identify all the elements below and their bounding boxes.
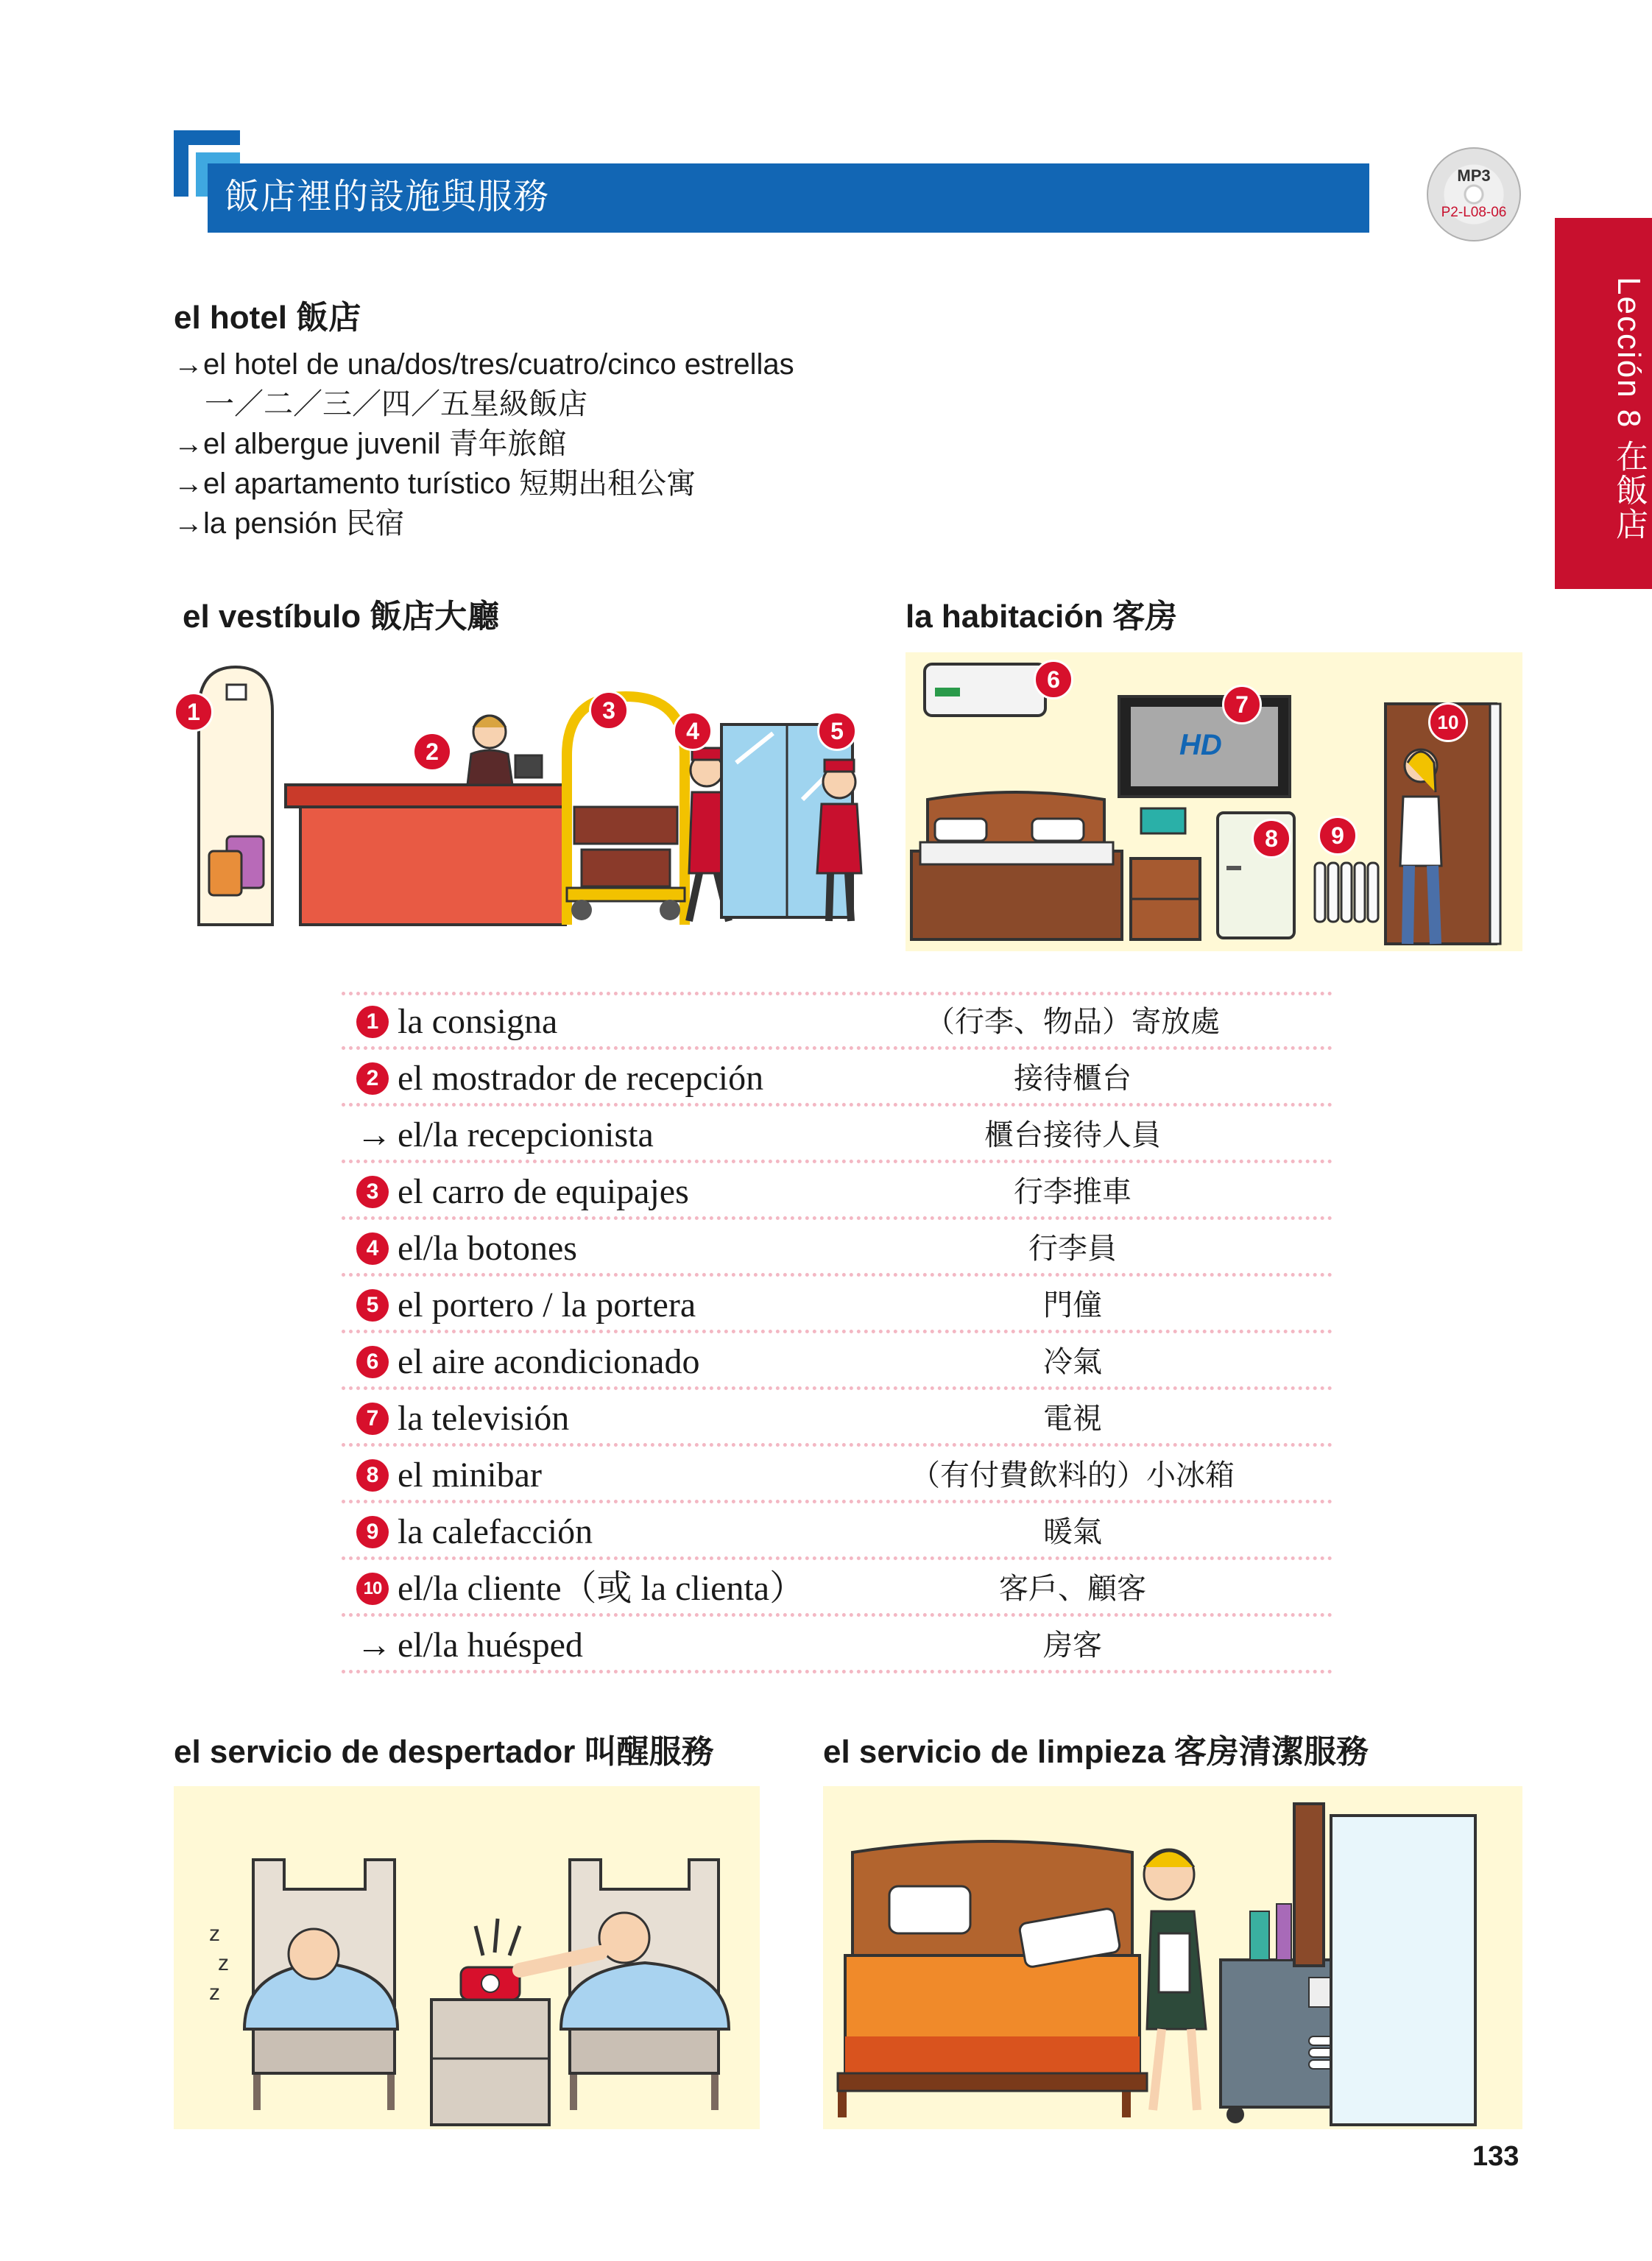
svg-text:z: z <box>209 1922 220 1946</box>
vocab-zh: 電視 <box>1043 1402 1102 1436</box>
room-illustration <box>906 652 1522 951</box>
marker-10: 10 <box>1428 702 1468 742</box>
vocab-es: el/la huésped <box>398 1626 583 1665</box>
room-drawing <box>906 652 1522 951</box>
row-marker: 5 <box>356 1289 389 1322</box>
intro-line: 一／二／三／四／五星級飯店 <box>205 388 587 420</box>
marker-1: 1 <box>174 692 213 732</box>
vocab-zh: 暖氣 <box>1043 1515 1102 1549</box>
vocab-zh: 門僮 <box>1043 1288 1102 1322</box>
marker-3: 3 <box>589 691 629 730</box>
intro-heading: el hotel 飯店 <box>174 300 361 336</box>
section-title-cleaning: el servicio de limpieza 客房清潔服務 <box>823 1734 1369 1770</box>
vocab-zh: 接待櫃台 <box>1014 1062 1132 1096</box>
wakeup-drawing <box>174 1786 760 2129</box>
mp3-disc-icon[interactable] <box>1427 147 1521 241</box>
intro-line: →el hotel de una/dos/tres/cuatro/cinco estrellas <box>174 348 794 381</box>
vocab-row <box>342 1051 1332 1107</box>
vocab-row <box>342 1391 1332 1447</box>
marker-8: 8 <box>1252 819 1291 858</box>
vocab-zh: 行李員 <box>1028 1232 1117 1266</box>
marker-6: 6 <box>1034 660 1073 699</box>
row-marker: 10 <box>356 1573 389 1605</box>
row-marker: 6 <box>356 1346 389 1378</box>
row-marker: 1 <box>356 1006 389 1038</box>
svg-text:z: z <box>218 1951 229 1975</box>
vocab-zh: 冷氣 <box>1043 1345 1102 1379</box>
row-marker: 4 <box>356 1232 389 1265</box>
svg-text:z: z <box>209 1980 220 2005</box>
marker-2: 2 <box>412 732 452 772</box>
page-number: 133 <box>1472 2141 1519 2172</box>
vocab-row <box>342 1447 1332 1503</box>
section-title-room: la habitación 客房 <box>906 599 1178 635</box>
page-title: 飯店裡的設施與服務 <box>225 177 550 216</box>
row-marker: 3 <box>356 1176 389 1208</box>
vocab-row <box>342 1334 1332 1390</box>
vocab-es: el portero / la portera <box>398 1285 696 1324</box>
marker-9: 9 <box>1318 816 1358 856</box>
vocab-es: el mostrador de recepción <box>398 1059 764 1098</box>
intro-line: →el apartamento turístico 短期出租公寓 <box>174 468 696 500</box>
vocab-es: la televisión <box>398 1399 570 1438</box>
row-marker: 8 <box>356 1459 389 1492</box>
vocab-es: el/la recepcionista <box>398 1115 654 1154</box>
section-title-lobby: el vestíbulo 飯店大廳 <box>183 599 500 635</box>
vocab-zh: 櫃台接待人員 <box>984 1118 1161 1152</box>
cleaning-illustration <box>823 1786 1522 2129</box>
mp3-label: MP3 <box>1457 166 1491 185</box>
section-title-wakeup: el servicio de despertador 叫醒服務 <box>174 1734 714 1770</box>
lesson-tab-label: Lección 8 在飯店 <box>1611 276 1647 541</box>
vocab-zh: 客戶、顧客 <box>999 1572 1146 1606</box>
marker-7: 7 <box>1222 685 1262 724</box>
vocab-row <box>342 1618 1332 1673</box>
vocab-row <box>342 1277 1332 1333</box>
vocab-row <box>342 1107 1332 1163</box>
vocab-row <box>342 994 1332 1050</box>
lobby-drawing <box>191 652 876 932</box>
marker-4: 4 <box>673 711 713 751</box>
vocab-row <box>342 1221 1332 1277</box>
vocab-zh: 行李推車 <box>1014 1175 1132 1209</box>
row-marker: 2 <box>356 1062 389 1095</box>
tv-hd-label: HD <box>1179 729 1222 761</box>
vocab-es: el aire acondicionado <box>398 1342 700 1381</box>
vocab-es: la consigna <box>398 1002 558 1041</box>
vocab-zh: （行李、物品）寄放處 <box>925 1005 1220 1039</box>
marker-5: 5 <box>817 711 857 751</box>
lobby-illustration <box>187 652 876 932</box>
row-arrow: → <box>356 1626 392 1665</box>
vocab-es: el/la cliente（或 la clienta） <box>398 1569 805 1608</box>
row-marker: 9 <box>356 1516 389 1548</box>
intro-line: →el albergue juvenil 青年旅館 <box>174 428 567 460</box>
vocab-zh: （有付費飲料的）小冰箱 <box>911 1458 1235 1492</box>
row-marker: 7 <box>356 1403 389 1435</box>
row-arrow: → <box>356 1115 392 1154</box>
mp3-track: P2-L08-06 <box>1441 205 1507 220</box>
vocab-row <box>342 1504 1332 1560</box>
vocab-row <box>342 1561 1332 1617</box>
vocab-es: el carro de equipajes <box>398 1172 689 1211</box>
vocab-zh: 房客 <box>1043 1629 1102 1662</box>
vocab-es: el/la botones <box>398 1229 577 1268</box>
vocab-row <box>342 1164 1332 1220</box>
cleaning-drawing <box>823 1786 1522 2129</box>
vocab-es: el minibar <box>398 1456 542 1495</box>
intro-line: →la pensión 民宿 <box>174 507 405 540</box>
wakeup-illustration <box>174 1786 760 2129</box>
vocab-es: la calefacción <box>398 1512 593 1551</box>
